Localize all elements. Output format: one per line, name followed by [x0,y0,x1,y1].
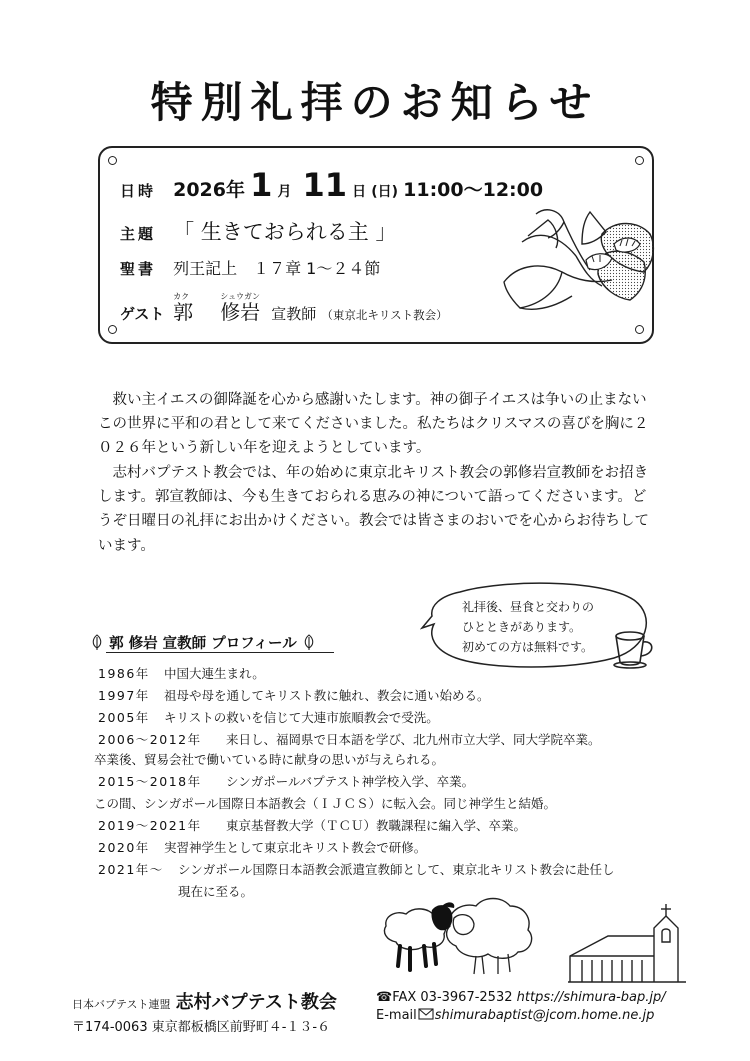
phone-fax: ☎FAX 03-3967-2532 [376,990,513,1005]
corner-circle-icon [635,156,644,165]
website-url[interactable]: https://shimura-bap.jp/ [516,990,666,1005]
email-label: E-mail [376,1008,417,1023]
event-date-row [120,166,543,204]
event-weekday: (日) [371,184,399,200]
guest-ruby-given: シュウガン [220,292,261,301]
event-guest-row [120,296,448,325]
page-title: 特別礼拝のお知らせ [150,78,600,127]
event-theme: 「 生きておられる主 」 [173,220,397,244]
profile-heading-underline [106,652,334,653]
guest-title: 宣教師 [271,305,317,323]
church-address: 〒174‐0063 東京都板橋区前野町４‐１３‐６ [72,1020,331,1035]
corner-circle-icon [108,325,117,334]
timeline-item: 2005年 キリストの救いを信じて大連市旅順教会で受洗。 [98,710,439,725]
profile-heading: 郭 修岩 宣教師 プロフィール [90,632,316,653]
guest-given-name: 修岩 [220,300,261,324]
timeline-item: 現在に至る。 [178,884,254,899]
date-label: 日時 [120,182,157,200]
leaf-icon [90,634,104,650]
event-time: 11:00～12:00 [403,179,544,201]
event-month-unit: 月 [277,184,292,200]
guest-ruby-family: カク [173,292,190,301]
coffee-cup-icon [612,626,658,670]
union-name: 日本バプテスト連盟 [72,998,171,1011]
event-scripture-row [120,256,380,279]
timeline-item: 1997年 祖母や母を通してキリスト教に触れ、教会に通い始める。 [98,688,490,703]
timeline-item: 2015～2018年 シンガポールバプテスト神学校入学、卒業。 [98,774,475,789]
theme-label: 主題 [120,225,157,243]
event-scripture: 列王記上 １７章 1～２４節 [173,259,381,278]
church-name: 志村バプテスト教会 [175,992,337,1013]
guest-label: ゲスト [120,305,165,323]
footer-contact [376,990,666,1023]
intro-paragraph-1: 救い主イエスの御降誕を心から感謝いたします。神の御子イエスは争いの止まないこの世界に平和の君として来てくださいました。私たちはクリスマスの喜びを胸に２０２６年という新しい年を迎えようとしています。 [98,392,649,457]
timeline-item: 2019～2021年 東京基督教大学（ＴＣＵ）教職課程に編入学、卒業。 [98,818,527,833]
guest-family-name: 郭 [173,300,194,324]
corner-circle-icon [108,156,117,165]
event-month: 1 [250,166,273,204]
timeline-item: この間、シンガポール国際日本語教会（ＩＪＣＳ）に転入会。同じ神学生と結婚。 [94,796,556,811]
event-year: 2026年 [173,179,245,201]
event-day: 11 [302,166,348,204]
email-address[interactable]: shimurabaptist@jcom.home.ne.jp [434,1008,655,1023]
footer-church-info [72,988,337,1035]
bubble-text: 礼拝後、昼食と交わりの ひとときがあります。 初めての方は無料です。 [462,600,595,654]
envelope-icon [418,1008,434,1020]
timeline-item: 2020年 実習神学生として東京北キリスト教会で研修。 [98,840,427,855]
flower-illustration [498,200,668,328]
guest-church: （東京北キリスト教会） [321,308,448,322]
scripture-label: 聖書 [120,260,157,278]
timeline-item: 1986年 中国大連生まれ。 [98,666,265,681]
intro-paragraph-2: 志村バプテスト教会では、年の始めに東京北キリスト教会の郭修岩宣教師をお招きします。郭宣教師は、今も生きておられる恵みの神について語ってくださいます。どうぞ日曜日の礼拝にお出かけください。教会では皆さまのおいでを心からお待ちしています。 [98,465,649,554]
church-illustration [568,904,688,984]
leaf-icon [302,634,316,650]
timeline-item: 卒業後、貿易会社で働いている時に献身の思いが与えられる。 [94,752,445,767]
event-theme-row [120,216,396,246]
sheep-illustration [380,886,542,982]
event-day-unit: 日 [352,184,367,200]
timeline-item: 2021年～ シンガポール国際日本語教会派遣宣教師として、東京北キリスト教会に赴任し [98,862,615,877]
timeline-item: 2006～2012年 来日し、福岡県で日本語を学び、北九州市立大学、同大学院卒業。 [98,732,601,747]
